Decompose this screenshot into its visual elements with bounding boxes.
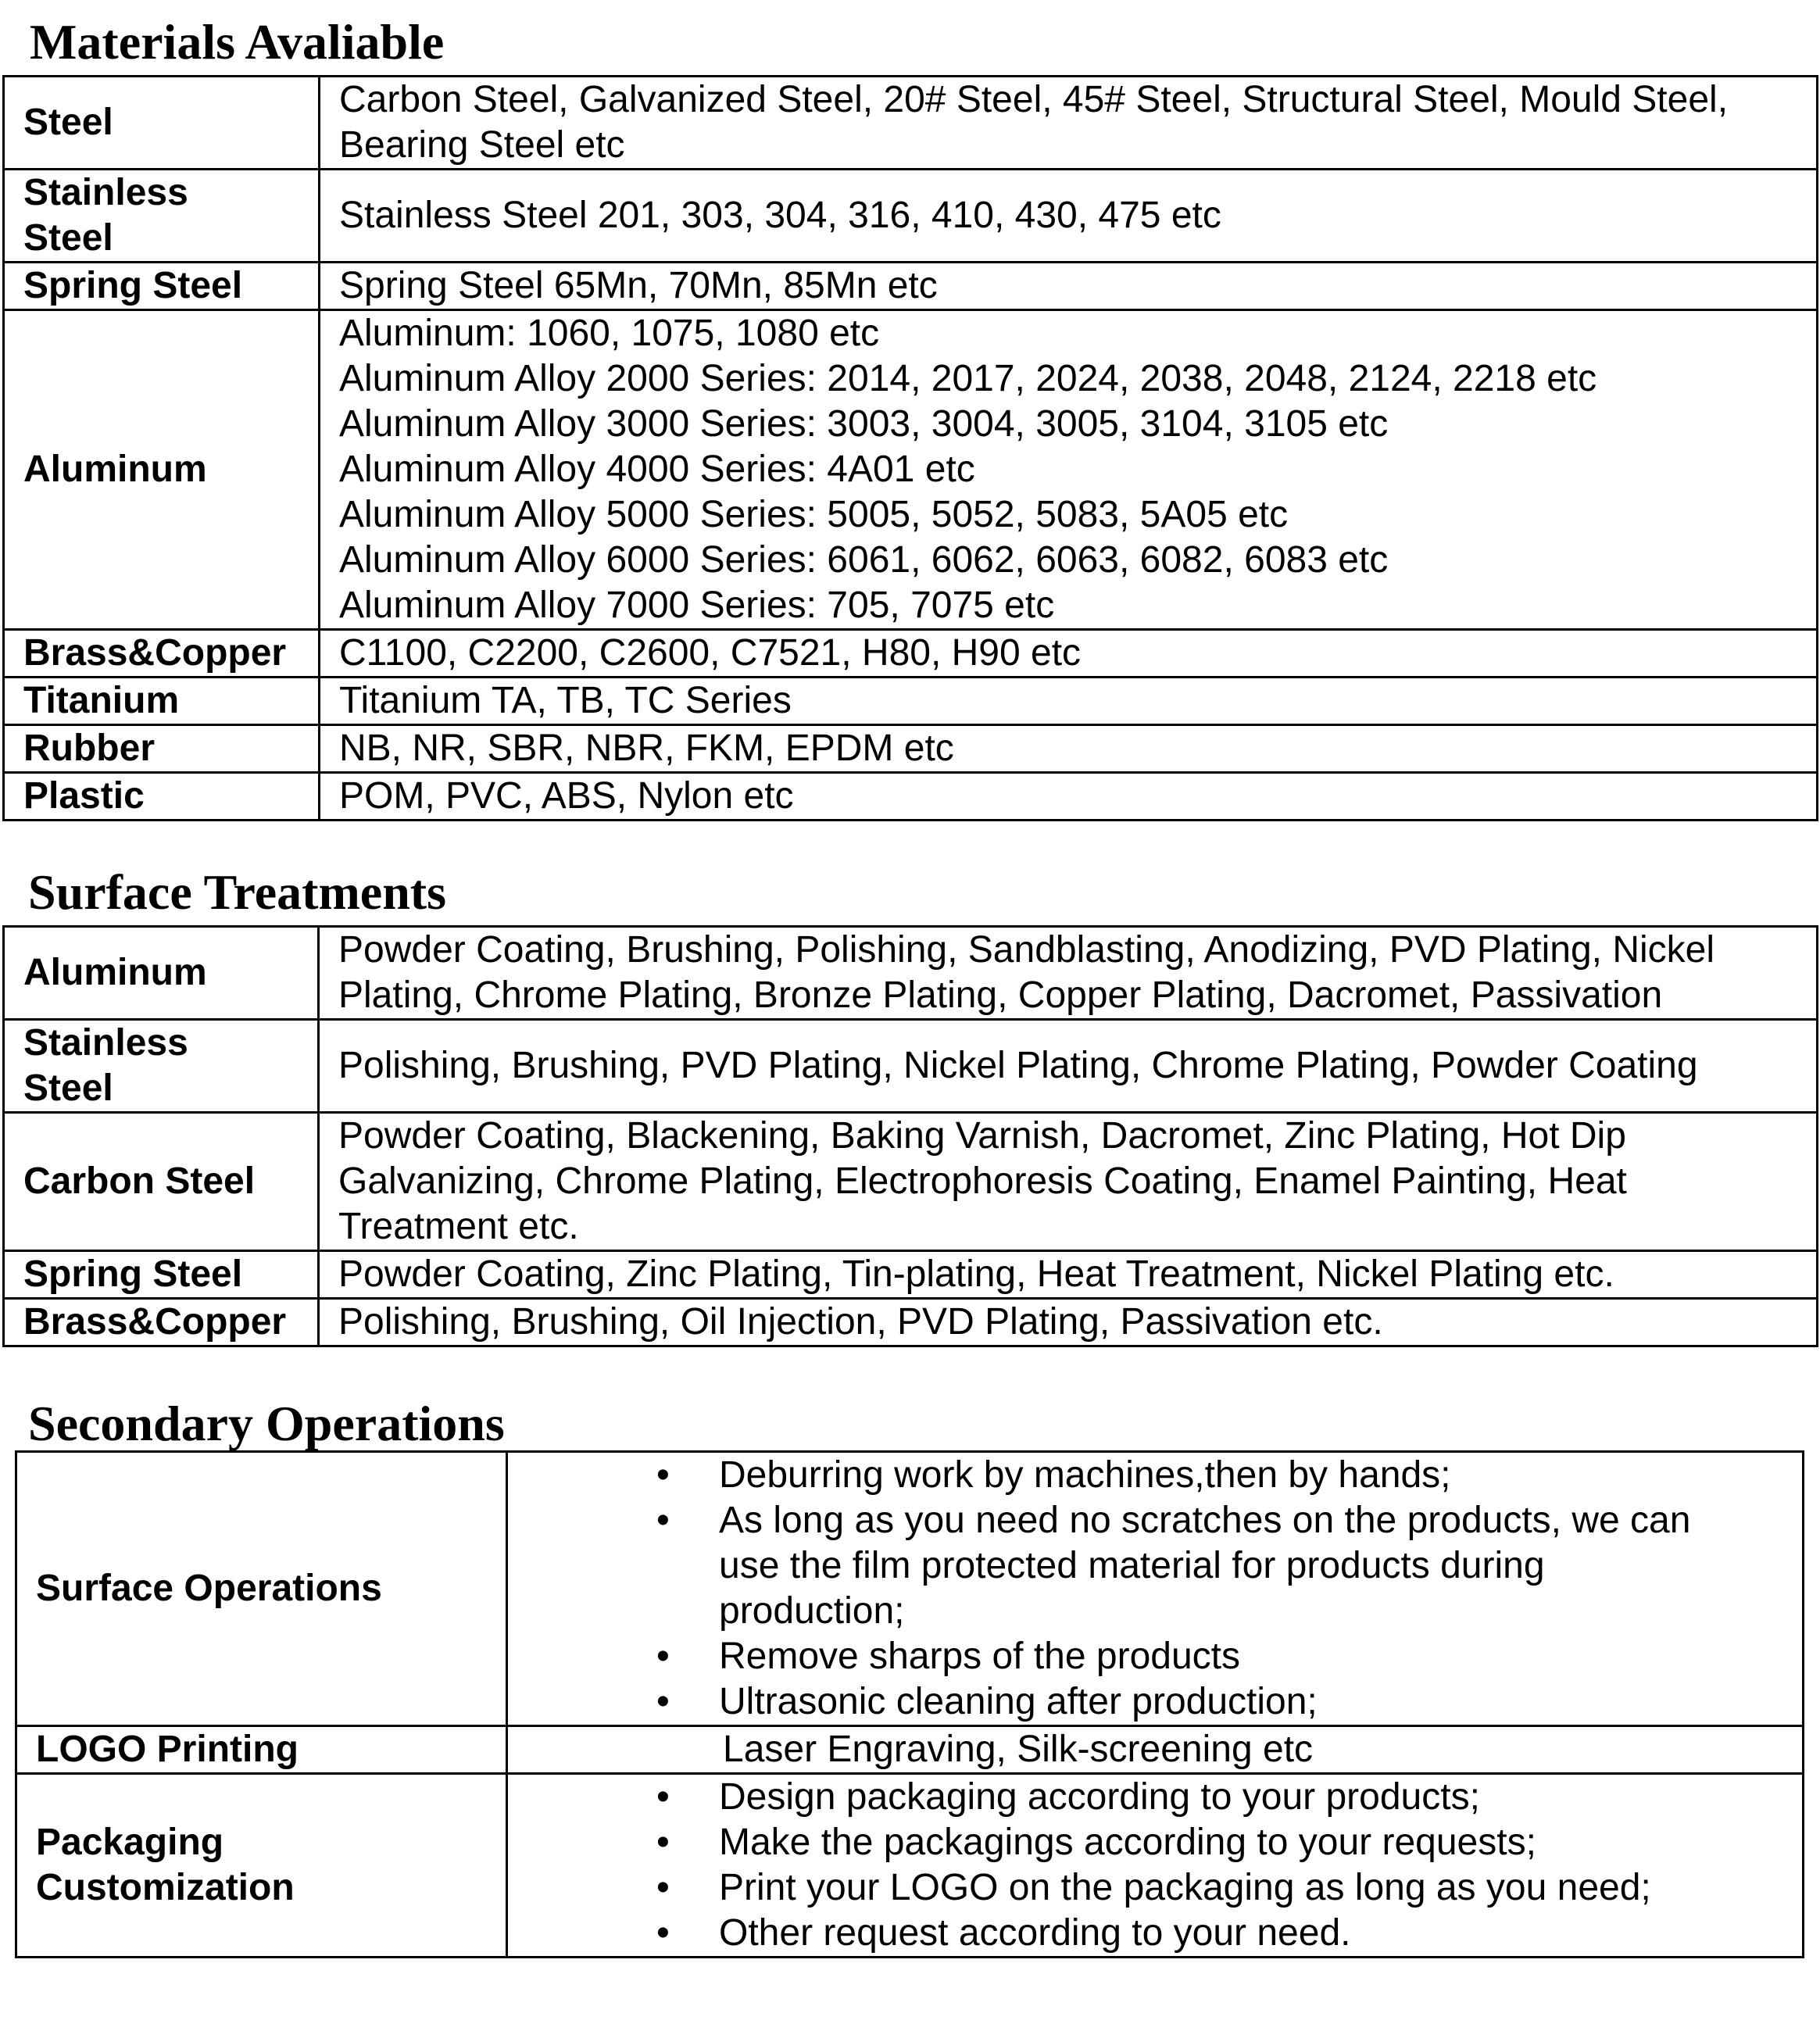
list-item: • Remove sharps of the products: [508, 1634, 1802, 1679]
row-label: Surface Operations: [16, 1452, 507, 1726]
row-label: Spring Steel: [4, 263, 320, 310]
table-row: [4, 263, 1818, 310]
row-value: Polishing, Brushing, Oil Injection, PVD Plating, Passivation etc.: [319, 1299, 1818, 1346]
table-row: [4, 630, 1818, 678]
row-label: Steel: [4, 77, 320, 170]
row-value: Stainless Steel 201, 303, 304, 316, 410, 430, 475 etc: [320, 170, 1818, 263]
table-row: [4, 77, 1818, 170]
row-label: Aluminum: [4, 927, 319, 1020]
row-label: LOGO Printing: [16, 1726, 507, 1774]
row-value: Laser Engraving, Silk-screening etc: [507, 1726, 1804, 1774]
row-value: Powder Coating, Zinc Plating, Tin-plating, Heat Treatment, Nickel Plating etc.: [319, 1251, 1818, 1299]
row-value: C1100, C2200, C2600, C7521, H80, H90 etc: [320, 630, 1818, 678]
row-label: Brass&Copper: [4, 1299, 319, 1346]
surface-treatments-table: [2, 925, 1818, 1347]
table-row: [4, 170, 1818, 263]
row-label: Plastic: [4, 773, 320, 821]
row-value: NB, NR, SBR, NBR, FKM, EPDM etc: [320, 725, 1818, 773]
row-label: Brass&Copper: [4, 630, 320, 678]
list-item: • Print your LOGO on the packaging as long as you need;: [508, 1865, 1802, 1911]
list-item: • Design packaging according to your products;: [508, 1775, 1802, 1820]
row-label: Stainless Steel: [4, 1020, 319, 1113]
table-row: [4, 1113, 1818, 1251]
row-value: POM, PVC, ABS, Nylon etc: [320, 773, 1818, 821]
surface-treatments-heading: Surface Treatments: [28, 864, 446, 920]
table-row: [4, 773, 1818, 821]
row-value: Powder Coating, Brushing, Polishing, Sandblasting, Anodizing, PVD Plating, Nickel Plating, Chrome Plating, Bronze Plating, Copper Plating, Dacromet, Passivation: [319, 927, 1818, 1020]
secondary-operations-table: [15, 1450, 1804, 1958]
materials-table: [2, 75, 1818, 821]
row-label: Packaging Customization: [16, 1774, 507, 1958]
row-value: Spring Steel 65Mn, 70Mn, 85Mn etc: [320, 263, 1818, 310]
list-item: • As long as you need no scratches on the products, we can use the film protected material for products during production;: [508, 1498, 1802, 1634]
list-item: • Make the packagings according to your requests;: [508, 1820, 1802, 1865]
bullet-list: [508, 1775, 1802, 1956]
table-row: [4, 1299, 1818, 1346]
list-item: • Ultrasonic cleaning after production;: [508, 1679, 1802, 1725]
row-value: Titanium TA, TB, TC Series: [320, 678, 1818, 725]
row-label: Spring Steel: [4, 1251, 319, 1299]
list-item: • Deburring work by machines,then by hands;: [508, 1453, 1802, 1498]
table-row: [16, 1452, 1804, 1726]
row-value: Powder Coating, Blackening, Baking Varnish, Dacromet, Zinc Plating, Hot Dip Galvanizing, Chrome Plating, Electrophoresis Coating, Enamel Painting, Heat Treatment etc.: [319, 1113, 1818, 1251]
table-row: [4, 927, 1818, 1020]
row-value: [507, 1774, 1804, 1958]
table-row: [4, 1020, 1818, 1113]
table-row: [16, 1774, 1804, 1958]
row-value: Aluminum: 1060, 1075, 1080 etc Aluminum Alloy 2000 Series: 2014, 2017, 2024, 2038, 2048, 2124, 2218 etc Aluminum Alloy 3000 Series: 3003, 3004, 3005, 3104, 3105 etc Aluminum Alloy 4000 Series: 4A01 etc Aluminum Alloy 5000 Series: 5005, 5052, 5083, 5A05 etc Aluminum Alloy 6000 Series: 6061, 6062, 6063, 6082, 6083 etc Aluminum Alloy 7000 Series: 705, 7075 etc: [320, 310, 1818, 630]
row-label: Stainless Steel: [4, 170, 320, 263]
table-row: [4, 725, 1818, 773]
table-row: [4, 1251, 1818, 1299]
bullet-list: [508, 1453, 1802, 1725]
row-value: Carbon Steel, Galvanized Steel, 20# Steel, 45# Steel, Structural Steel, Mould Steel, Bearing Steel etc: [320, 77, 1818, 170]
row-label: Rubber: [4, 725, 320, 773]
row-label: Carbon Steel: [4, 1113, 319, 1251]
row-value: Polishing, Brushing, PVD Plating, Nickel Plating, Chrome Plating, Powder Coating: [319, 1020, 1818, 1113]
materials-heading: Materials Avaliable: [30, 14, 445, 70]
table-row: [16, 1726, 1804, 1774]
row-value: [507, 1452, 1804, 1726]
row-label: Titanium: [4, 678, 320, 725]
list-item: • Other request according to your need.: [508, 1911, 1802, 1956]
table-row: [4, 310, 1818, 630]
row-label: Aluminum: [4, 310, 320, 630]
table-row: [4, 678, 1818, 725]
secondary-operations-heading: Secondary Operations: [28, 1396, 505, 1451]
